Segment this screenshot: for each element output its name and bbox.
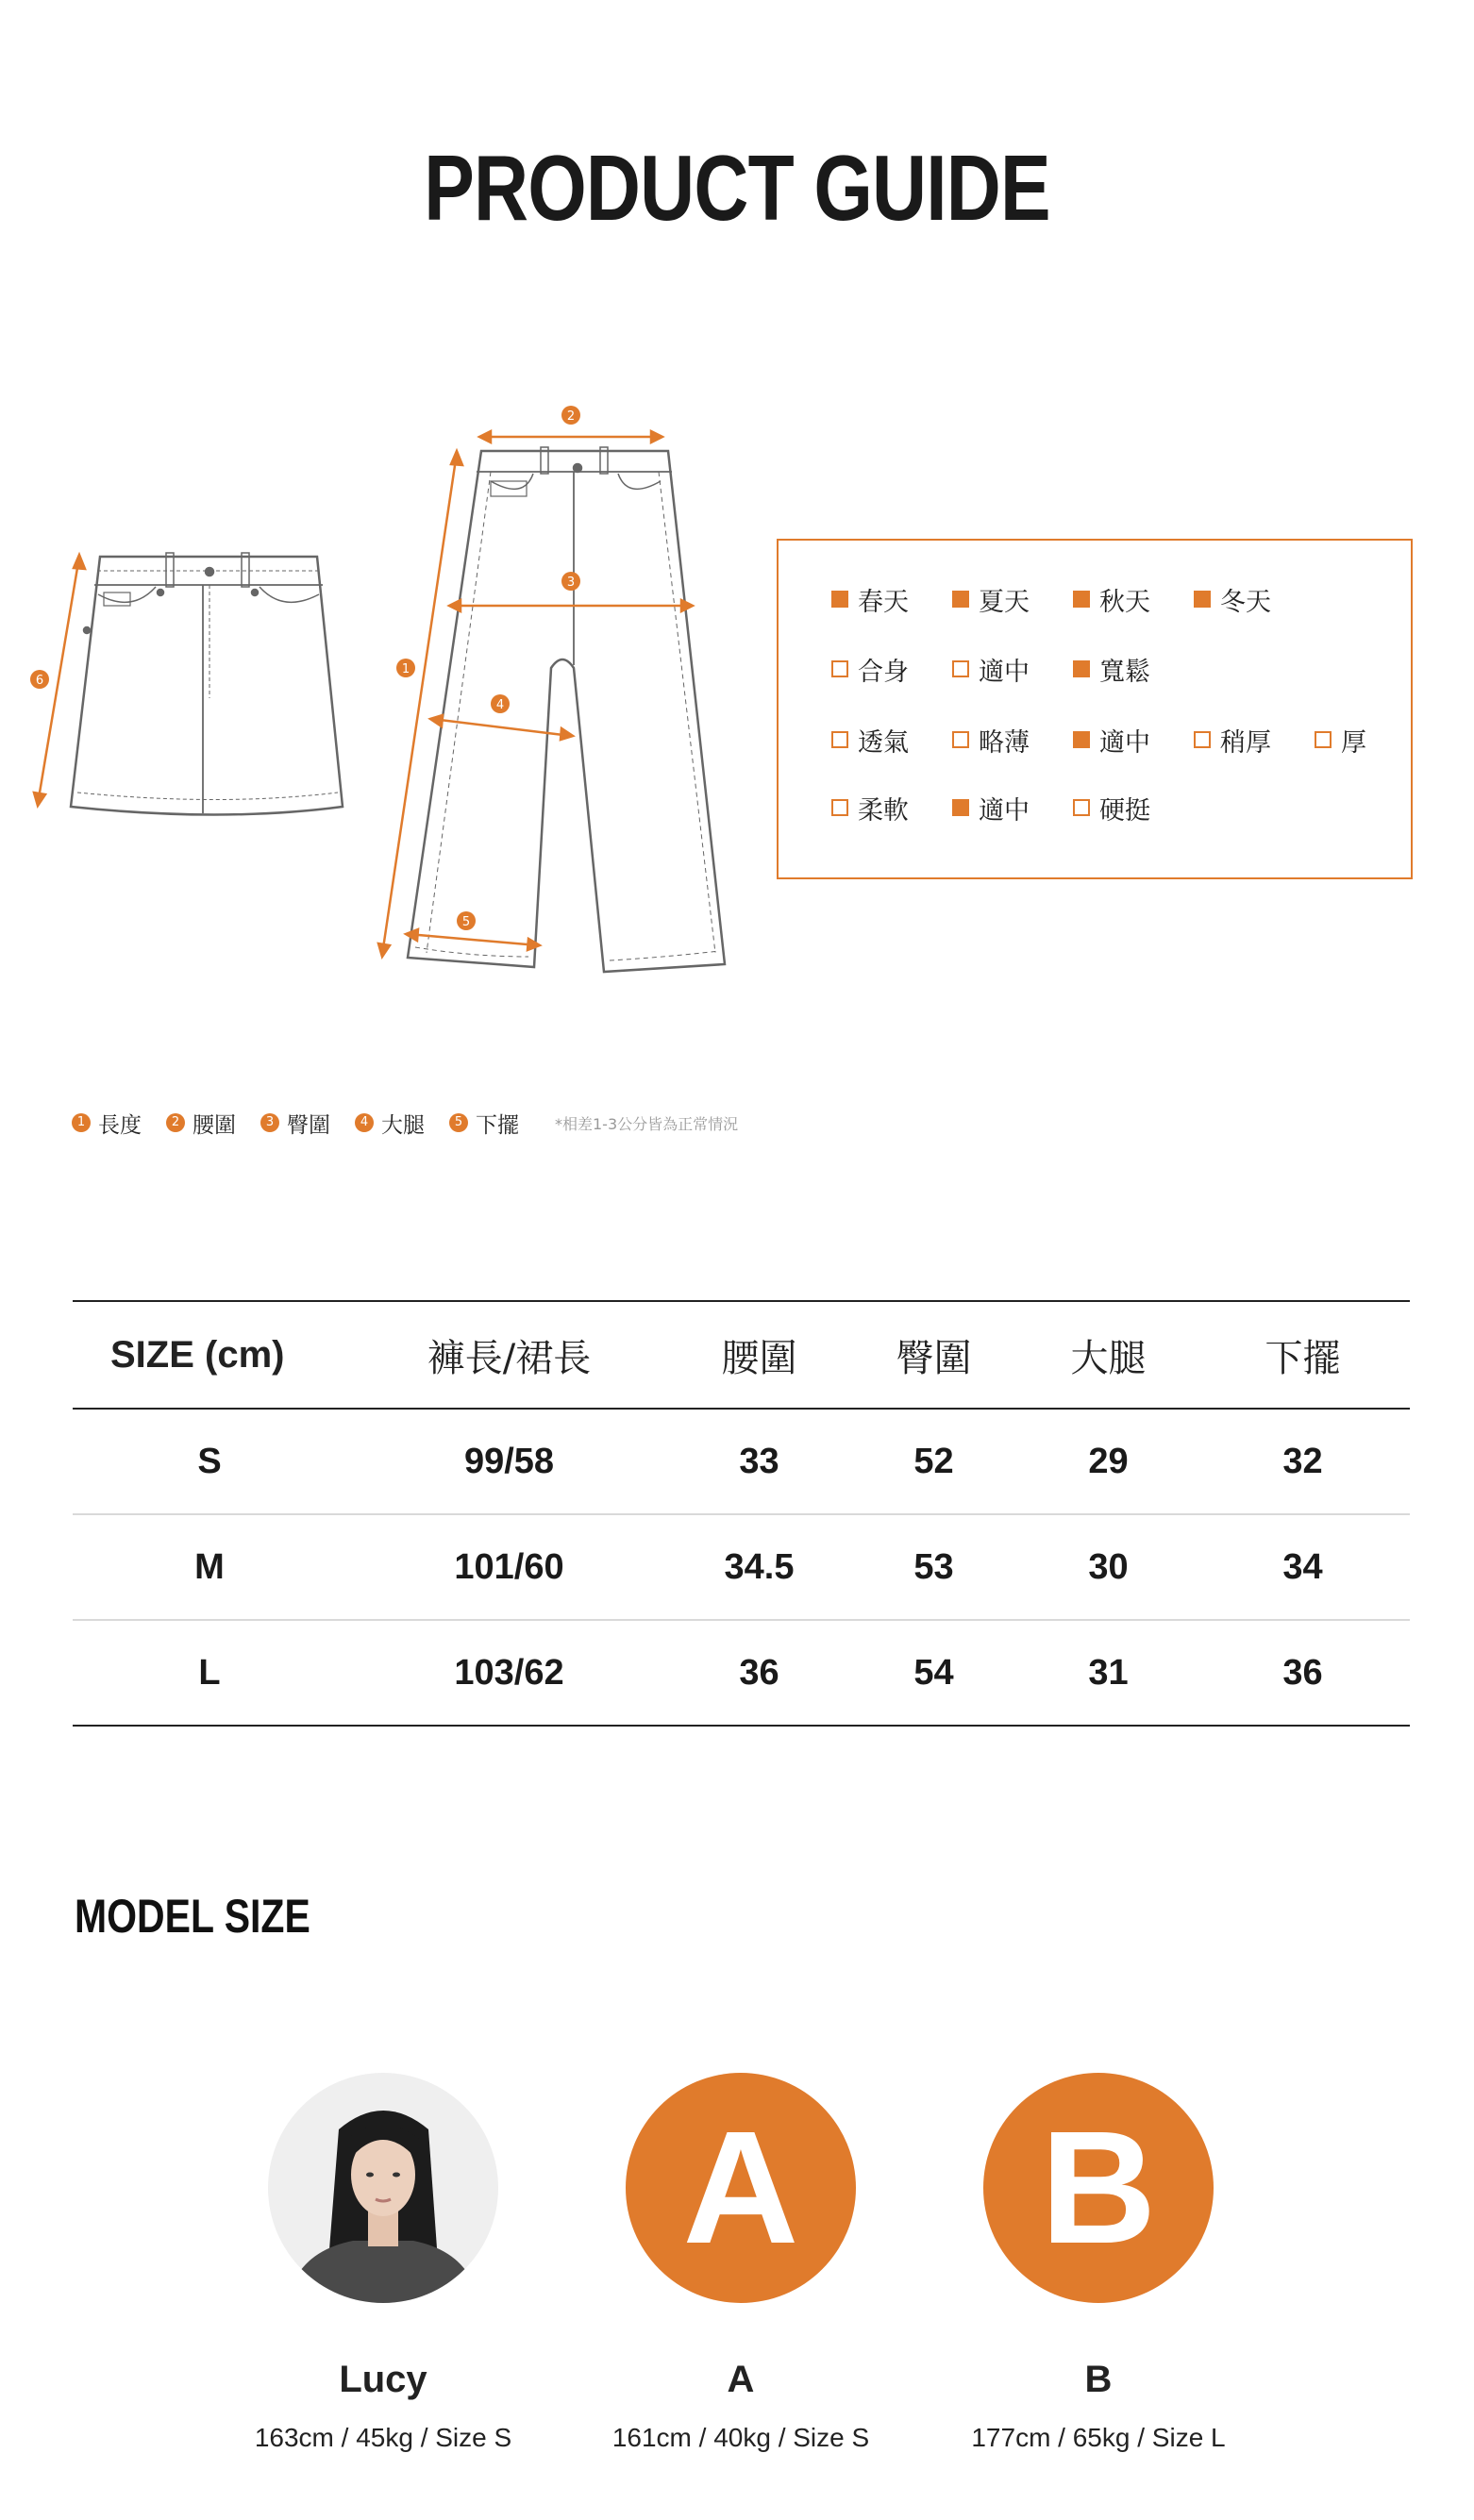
checkbox-icon <box>831 731 848 748</box>
cell-hip: 53 <box>846 1514 1021 1620</box>
attr-thickness-thick-ish: 稍厚 <box>1194 722 1315 759</box>
checkbox-icon <box>1194 591 1211 608</box>
fabric-attribute-box <box>777 539 1413 879</box>
table-row <box>73 1514 1410 1620</box>
number-badge-icon: 5 <box>449 1113 468 1132</box>
cell-size: L <box>73 1620 346 1726</box>
attr-thickness-breathable: 透氣 <box>831 722 952 759</box>
attr-fit-loose: 寬鬆 <box>1073 651 1194 688</box>
header-waist: 腰圍 <box>672 1301 846 1409</box>
model-size-title: MODEL SIZE <box>75 1890 310 1943</box>
checkbox-icon <box>952 660 969 677</box>
checkbox-icon <box>831 660 848 677</box>
size-table-header <box>73 1301 1410 1409</box>
cell-hip: 54 <box>846 1620 1021 1726</box>
checkbox-icon <box>1073 731 1090 748</box>
number-badge-icon: 3 <box>260 1113 279 1132</box>
pants-marker-3: 3 <box>566 576 576 590</box>
cell-size: M <box>73 1514 346 1620</box>
season-row <box>831 580 1315 618</box>
attr-fit-slim: 合身 <box>831 651 952 688</box>
fit-row <box>831 650 1194 688</box>
cell-hem: 34 <box>1196 1514 1410 1620</box>
attr-thickness-medium: 適中 <box>1073 722 1194 759</box>
checkbox-icon <box>952 799 969 816</box>
cell-length: 101/60 <box>346 1514 672 1620</box>
cell-thigh: 29 <box>1021 1409 1196 1514</box>
waist-arrow <box>479 431 662 442</box>
cell-size: S <box>73 1409 346 1514</box>
header-hip: 臀圍 <box>846 1301 1021 1409</box>
attr-thickness-thin: 略薄 <box>952 722 1073 759</box>
model-info-lucy: 163cm / 45kg / Size S <box>254 2423 512 2452</box>
header-hem: 下擺 <box>1196 1301 1410 1409</box>
checkbox-icon <box>1194 731 1211 748</box>
attr-season-summer: 夏天 <box>952 581 1073 618</box>
cell-hem: 32 <box>1196 1409 1410 1514</box>
checkbox-icon <box>952 591 969 608</box>
number-badge-icon: 1 <box>72 1113 91 1132</box>
cell-thigh: 31 <box>1021 1620 1196 1726</box>
number-badge-icon: 4 <box>355 1113 374 1132</box>
number-badge-icon: 2 <box>166 1113 185 1132</box>
table-row <box>73 1409 1410 1514</box>
checkbox-icon <box>1315 731 1332 748</box>
attr-softness-soft: 柔軟 <box>831 790 952 826</box>
model-avatar-lucy <box>268 2073 498 2303</box>
checkbox-icon <box>1073 591 1090 608</box>
cell-waist: 34.5 <box>672 1514 846 1620</box>
checkbox-icon <box>952 731 969 748</box>
skirt-illustration <box>71 553 343 815</box>
measurement-legend <box>72 1106 738 1140</box>
legend-item-length: 1 長度 <box>72 1108 142 1139</box>
legend-item-thigh: 4 大腿 <box>355 1108 425 1139</box>
legend-item-hip: 3 臀圍 <box>260 1108 330 1139</box>
attr-thickness-thick: 厚 <box>1315 722 1390 759</box>
page-title: PRODUCT GUIDE <box>424 136 1050 240</box>
checkbox-icon <box>831 591 848 608</box>
attr-softness-medium: 適中 <box>952 790 1073 826</box>
model-photo <box>268 2073 498 2303</box>
attr-season-spring: 春天 <box>831 581 952 618</box>
checkbox-icon <box>831 799 848 816</box>
skirt-marker: 6 <box>35 674 44 688</box>
pants-marker-2: 2 <box>566 409 576 424</box>
model-name-a: A <box>727 2359 755 2400</box>
model-avatar-b: B <box>983 2073 1214 2303</box>
tolerance-note: *相差1-3公分皆為正常情況 <box>555 1114 739 1133</box>
attr-season-winter: 冬天 <box>1194 581 1315 618</box>
garment-diagram <box>0 377 755 1000</box>
cell-waist: 36 <box>672 1620 846 1726</box>
cell-hip: 52 <box>846 1409 1021 1514</box>
checkbox-icon <box>1073 799 1090 816</box>
cell-length: 99/58 <box>346 1409 672 1514</box>
model-info-b: 177cm / 65kg / Size L <box>971 2423 1226 2452</box>
header-size: SIZE (cm) <box>73 1301 346 1409</box>
cell-hem: 36 <box>1196 1620 1410 1726</box>
model-avatar-a: A <box>626 2073 856 2303</box>
cell-thigh: 30 <box>1021 1514 1196 1620</box>
legend-item-waist: 2 腰圍 <box>166 1108 236 1139</box>
table-row <box>73 1620 1410 1726</box>
header-length: 褲長/裙長 <box>346 1301 672 1409</box>
attr-fit-regular: 適中 <box>952 651 1073 688</box>
legend-item-hem: 5 下擺 <box>449 1108 519 1139</box>
pants-marker-4: 4 <box>495 698 505 712</box>
checkbox-icon <box>1073 660 1090 677</box>
pants-illustration <box>408 447 725 972</box>
model-name-b: B <box>1084 2359 1113 2400</box>
pants-marker-5: 5 <box>461 915 471 929</box>
attr-season-autumn: 秋天 <box>1073 581 1194 618</box>
model-name-lucy: Lucy <box>339 2359 427 2400</box>
cell-length: 103/62 <box>346 1620 672 1726</box>
pants-marker-1: 1 <box>401 662 410 676</box>
size-table <box>73 1300 1410 1727</box>
thickness-row <box>831 721 1390 759</box>
model-info-a: 161cm / 40kg / Size S <box>611 2423 870 2452</box>
attr-softness-stiff: 硬挺 <box>1073 790 1194 826</box>
softness-row <box>831 789 1194 826</box>
header-thigh: 大腿 <box>1021 1301 1196 1409</box>
cell-waist: 33 <box>672 1409 846 1514</box>
